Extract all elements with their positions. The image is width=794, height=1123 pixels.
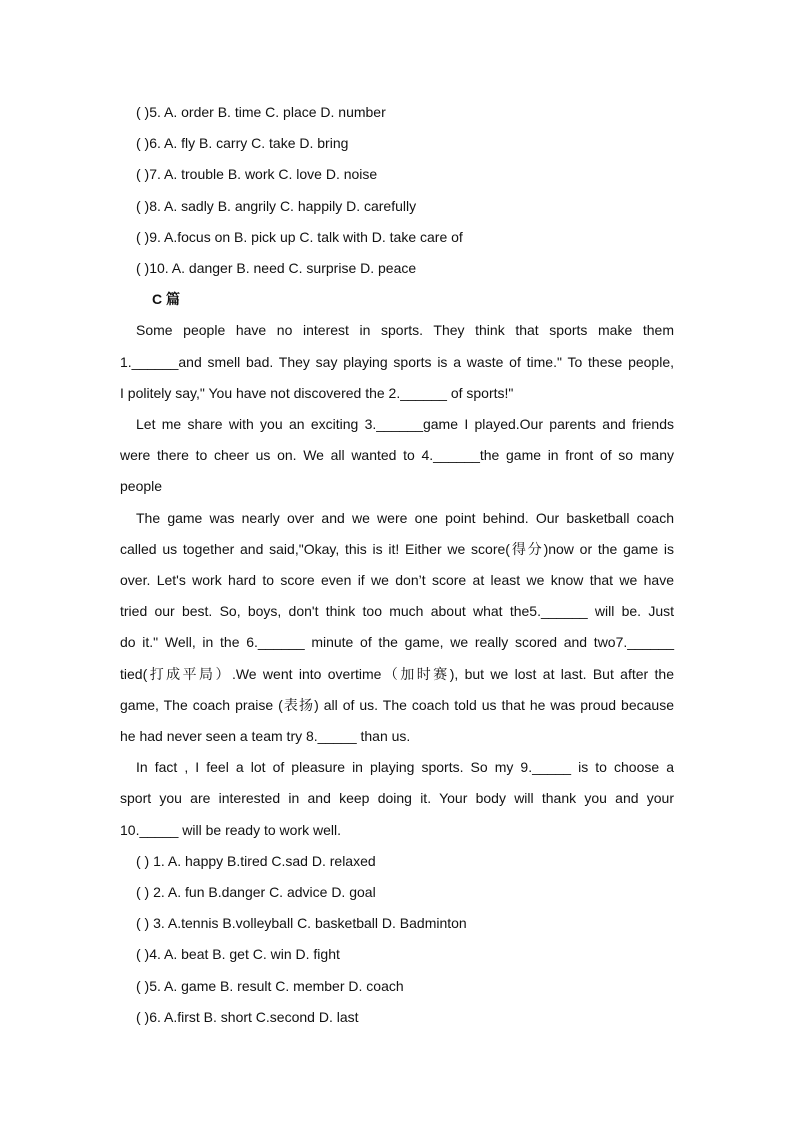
question-option-line: ( )7. A. trouble B. work C. love D. noise	[136, 166, 378, 182]
passage-line: game, The coach praise (表扬) all of us. The coach told us that he was proud because	[120, 697, 674, 713]
passage-line: sport you are interested in and keep doing it. Your body will thank you and your	[120, 790, 674, 806]
question-option-line: ( )5. A. order B. time C. place D. number	[136, 104, 386, 120]
passage-line: tried our best. So, boys, don't think too much about what the5.______ will be. Just	[120, 603, 674, 619]
passage-line: were there to cheer us on. We all wanted to 4.______the game in front of so many	[120, 447, 674, 463]
passage-line: In fact , I feel a lot of pleasure in playing sports. So my 9._____ is to choose a	[136, 759, 674, 775]
question-option-line: ( ) 3. A.tennis B.volleyball C. basketball D. Badminton	[136, 915, 467, 931]
passage-line: over. Let's work hard to score even if we don’t score at least we know that we have	[120, 572, 674, 588]
passage-line: 1.______and smell bad. They say playing sports is a waste of time." To these people,	[120, 354, 674, 370]
question-option-line: ( )4. A. beat B. get C. win D. fight	[136, 946, 340, 962]
question-option-line: ( )9. A.focus on B. pick up C. talk with D. take care of	[136, 229, 463, 245]
question-option-line: ( )5. A. game B. result C. member D. coach	[136, 978, 404, 994]
passage-line: do it." Well, in the 6.______ minute of the game, we really scored and two7.______	[120, 634, 674, 650]
section-heading: C 篇	[152, 291, 180, 307]
passage-line: Let me share with you an exciting 3.______game I played.Our parents and friends	[136, 416, 674, 432]
question-option-line: ( )8. A. sadly B. angrily C. happily D. carefully	[136, 198, 417, 214]
passage-line: 10._____ will be ready to work well.	[120, 822, 342, 838]
question-option-line: ( )6. A.first B. short C.second D. last	[136, 1009, 359, 1025]
question-option-line: ( ) 2. A. fun B.danger C. advice D. goal	[136, 884, 376, 900]
passage-line: I politely say," You have not discovered the 2.______ of sports!"	[120, 385, 514, 401]
passage-line: people	[120, 478, 163, 494]
question-option-line: ( ) 1. A. happy B.tired C.sad D. relaxed	[136, 853, 376, 869]
passage-line: Some people have no interest in sports. They think that sports make them	[136, 322, 674, 338]
question-option-line: ( )10. A. danger B. need C. surprise D. peace	[136, 260, 417, 276]
passage-line: called us together and said,"Okay, this is it! Either we score(得分)now or the game is	[120, 541, 674, 557]
passage-line: The game was nearly over and we were one point behind. Our basketball coach	[136, 510, 674, 526]
passage-line: he had never seen a team try 8._____ than us.	[120, 728, 411, 744]
question-option-line: ( )6. A. fly B. carry C. take D. bring	[136, 135, 349, 151]
passage-line: tied(打成平局）.We went into overtime（加时赛), but we lost at last. But after the	[120, 666, 674, 682]
